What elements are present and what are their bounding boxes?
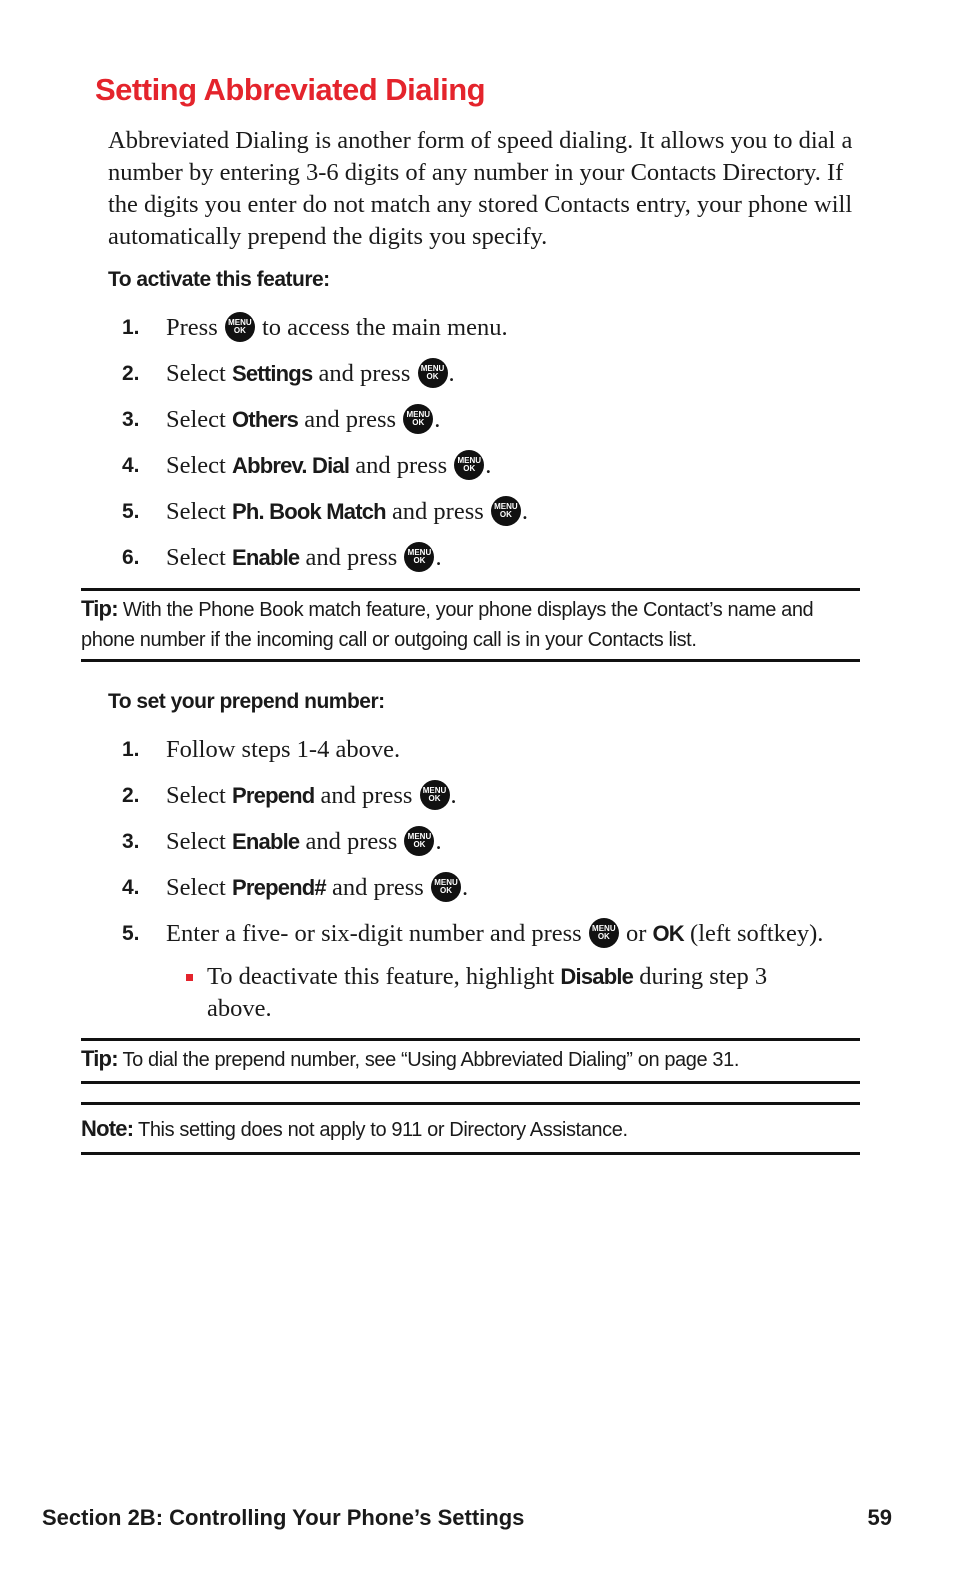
menu-ok-key-icon: MENU OK bbox=[589, 918, 619, 948]
intro-paragraph: Abbreviated Dialing is another form of speed dialing. It allows you to dial a number by entering 3-6 digits of any number in your Contacts Directory. If the digits you enter do not match any stored Contacts entry, your phone will automatically prepend the digits you specify. bbox=[108, 127, 853, 250]
activate-heading: To activate this feature: bbox=[108, 268, 330, 291]
menu-ok-key-icon: MENU OK bbox=[404, 542, 434, 572]
step-number: 4. bbox=[122, 454, 140, 477]
menu-option-abbrev-dial: Abbrev. Dial bbox=[232, 453, 350, 478]
menu-ok-key-icon: MENU OK bbox=[491, 496, 521, 526]
step-number: 6. bbox=[122, 546, 140, 569]
tip-rule-bottom bbox=[81, 659, 860, 662]
menu-option-others: Others bbox=[232, 407, 299, 432]
bullet-square-icon bbox=[186, 974, 193, 981]
menu-ok-key-icon: MENU OK bbox=[225, 312, 255, 342]
menu-ok-key-icon: MENU OK bbox=[404, 826, 434, 856]
tip-box-prepend: Tip: To dial the prepend number, see “Using Abbreviated Dialing” on page 31. bbox=[81, 1046, 739, 1071]
menu-option-disable: Disable bbox=[560, 964, 634, 989]
menu-option-enable: Enable bbox=[232, 545, 300, 570]
step-text: Press bbox=[166, 314, 218, 341]
prepend-heading: To set your prepend number: bbox=[108, 690, 385, 713]
step-number: 5. bbox=[122, 500, 140, 523]
menu-ok-key-icon: MENU OK bbox=[420, 780, 450, 810]
step-number: 3. bbox=[122, 408, 140, 431]
menu-option-ph-book-match: Ph. Book Match bbox=[232, 499, 386, 524]
tip-rule-top bbox=[81, 588, 860, 591]
menu-option-settings: Settings bbox=[232, 361, 313, 386]
page-footer bbox=[42, 1505, 892, 1535]
tip2-rule-top bbox=[81, 1038, 860, 1041]
page-title: Setting Abbreviated Dialing bbox=[95, 72, 486, 107]
menu-option-prepend-number: Prepend# bbox=[232, 875, 326, 900]
menu-option-enable: Enable bbox=[232, 829, 300, 854]
menu-ok-key-icon: MENU OK bbox=[454, 450, 484, 480]
page-number: 59 bbox=[867, 1505, 892, 1530]
note-rule-bottom bbox=[81, 1152, 860, 1155]
note-rule-top bbox=[81, 1102, 860, 1105]
note-box: Note: This setting does not apply to 911 or Directory Assistance. bbox=[81, 1116, 628, 1141]
tip-box-phone-book: Tip: With the Phone Book match feature, your phone displays the Contact’s name and phone number if the incoming call or outgoing call is in your Contacts list. bbox=[81, 596, 814, 651]
menu-ok-key-icon: MENU OK bbox=[418, 358, 448, 388]
step-number: 1. bbox=[122, 316, 140, 339]
step-number: 2. bbox=[122, 362, 140, 385]
softkey-ok: OK bbox=[652, 921, 684, 946]
step-text: to access the main menu. bbox=[261, 314, 508, 341]
tip2-rule-bottom bbox=[81, 1081, 860, 1084]
menu-ok-key-icon: MENU OK bbox=[403, 404, 433, 434]
menu-option-prepend: Prepend bbox=[232, 783, 315, 808]
footer-section-title: Section 2B: Controlling Your Phone’s Settings bbox=[42, 1505, 525, 1530]
menu-ok-key-icon: MENU OK bbox=[431, 872, 461, 902]
